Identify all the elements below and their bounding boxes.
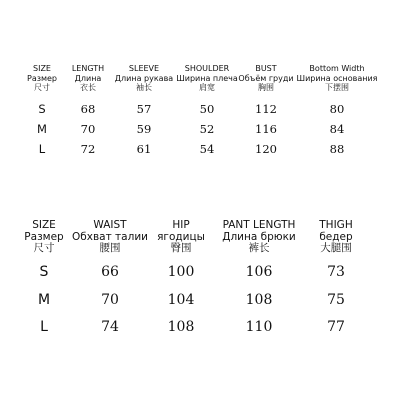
value-cell: 77 (327, 319, 345, 335)
value-cell: 50 (199, 102, 215, 116)
header-en: Bottom Width (309, 64, 365, 73)
header-en: SLEEVE (128, 64, 160, 73)
header-cn: 衣长 (80, 83, 96, 92)
header-cn: 大腿围 (320, 242, 352, 254)
value-cell: 106 (245, 264, 273, 280)
header-size (27, 64, 57, 93)
header-en: PANT LENGTH (222, 219, 296, 231)
header-sleeve (115, 64, 173, 93)
value-cell: 73 (327, 264, 345, 280)
header-ru: Размер (24, 230, 64, 243)
value-cell: 75 (327, 292, 345, 308)
header-en: THIGH (319, 219, 353, 231)
value-cell: 66 (101, 264, 119, 280)
header-cn: 下摆围 (324, 83, 349, 92)
header-shoulder (176, 64, 238, 93)
header-en: LENGTH (71, 64, 105, 73)
value-cell: 72 (80, 142, 96, 156)
header-ru: Размер (26, 73, 58, 83)
value-cell: 84 (329, 122, 345, 136)
size-cell: L (40, 319, 48, 335)
header-ru: Длина (74, 73, 102, 83)
value-cell: 88 (329, 142, 345, 156)
header-length (72, 64, 104, 93)
value-cell: 104 (167, 292, 195, 308)
value-cell: 112 (255, 102, 277, 116)
header-size (24, 220, 63, 255)
header-en: BUST (255, 64, 277, 73)
header-bottom-width (297, 64, 378, 93)
size-cell: M (37, 122, 47, 136)
size-cell: M (37, 292, 51, 308)
size-cell: S (39, 264, 49, 280)
value-cell: 59 (136, 122, 152, 136)
header-ru: ягодицы (157, 230, 205, 243)
header-pant-length (222, 220, 296, 255)
header-cn: 腰围 (99, 242, 121, 254)
header-cn: 尺寸 (33, 83, 50, 92)
header-waist (72, 220, 148, 255)
value-cell: 68 (80, 102, 96, 116)
size-cell: S (38, 102, 46, 116)
value-cell: 70 (80, 122, 96, 136)
size-cell: L (38, 142, 46, 156)
header-en: HIP (172, 219, 190, 231)
value-cell: 52 (199, 122, 215, 136)
header-cn: 肩宽 (198, 83, 215, 92)
header-ru: Объём груди (238, 73, 294, 83)
value-cell: 120 (255, 142, 277, 156)
header-cn: 尺寸 (33, 242, 55, 254)
header-ru: Длина рукава (114, 73, 174, 83)
value-cell: 57 (136, 102, 152, 116)
header-cn: 臀围 (170, 242, 192, 254)
header-hip (157, 220, 205, 255)
header-cn: 裤长 (248, 242, 270, 254)
value-cell: 54 (199, 142, 215, 156)
header-en: SHOULDER (184, 64, 230, 73)
value-cell: 80 (329, 102, 345, 116)
value-cell: 61 (136, 142, 152, 156)
value-cell: 100 (167, 264, 195, 280)
header-en: SIZE (33, 64, 51, 73)
value-cell: 74 (101, 319, 119, 335)
header-en: WAIST (93, 219, 127, 231)
header-cn: 袖长 (136, 83, 152, 92)
header-ru: Ширина плеча (176, 73, 238, 83)
value-cell: 108 (245, 292, 273, 308)
value-cell: 116 (255, 122, 277, 136)
header-ru: бедер (319, 230, 353, 243)
value-cell: 108 (167, 319, 195, 335)
header-bust (238, 64, 293, 93)
value-cell: 110 (245, 319, 273, 335)
header-thigh (319, 220, 352, 255)
header-ru: Длина брюки (222, 230, 296, 243)
value-cell: 70 (101, 292, 119, 308)
header-ru: Обхват талии (72, 230, 148, 243)
header-en: SIZE (32, 219, 56, 231)
header-cn: 胸围 (257, 83, 274, 92)
header-ru: Ширина основания (296, 73, 378, 83)
